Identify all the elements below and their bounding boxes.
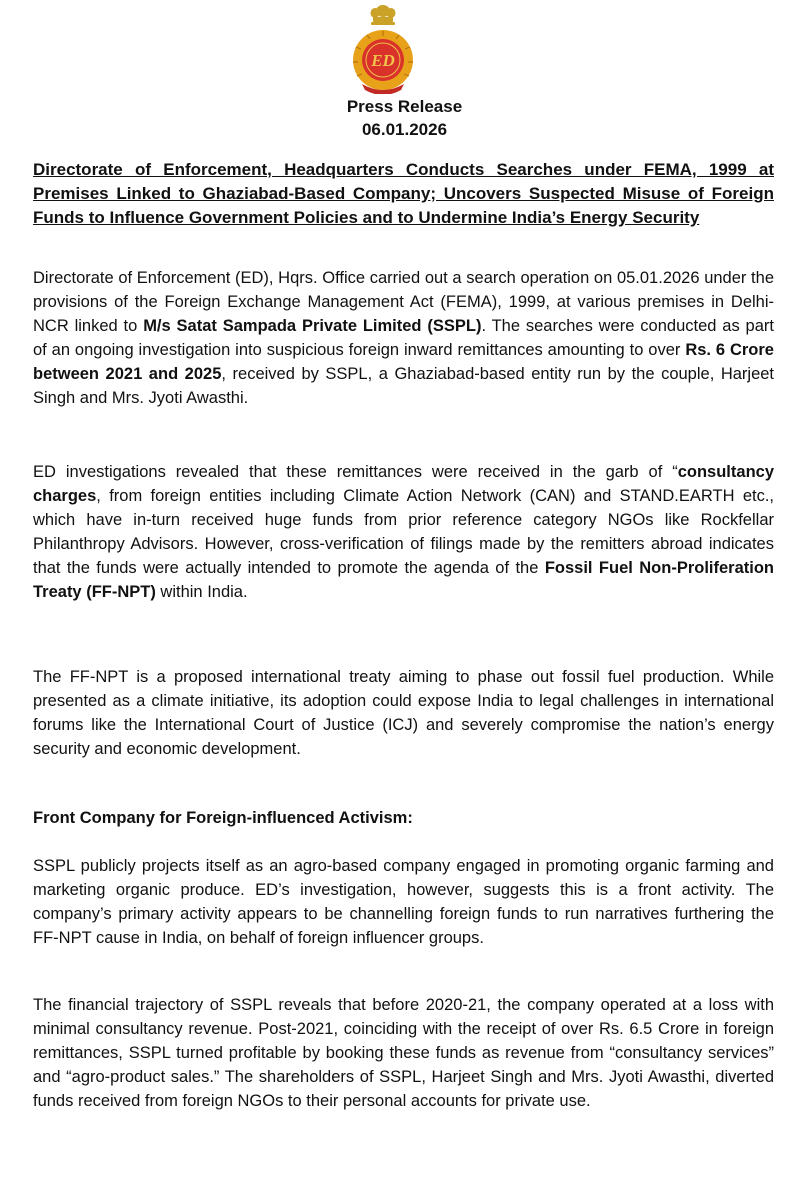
emblem-initials: ED	[371, 51, 395, 70]
company-name: M/s Satat Sampada Private Limited (SSPL)	[143, 317, 482, 335]
press-release-title: Directorate of Enforcement, Headquarters Conducts Searches under FEMA, 1999 at Premises Linked to Ghaziabad-Based Company; Uncovers Suspected Misuse of Foreign Funds to Influence Government Policies and to Undermine India’s Energy Security	[33, 160, 774, 227]
paragraph-financial-trajectory: The financial trajectory of SSPL reveals that before 2020-21, the company operated at a loss with minimal consultancy revenue. Post-2021, coinciding with the receipt of over Rs. 6.5 Crore in foreign remittances, SSPL turned profitable by booking these funds as revenue from “consultancy services” and “agro-product sales.” The shareholders of SSPL, Harjeet Singh and Mrs. Jyoti Awasthi, diverted funds received from foreign NGOs to their personal accounts for private use.	[33, 996, 774, 1110]
paragraph-ff-npt-description: The FF-NPT is a proposed international treaty aiming to phase out fossil fuel production. While presented as a climate initiative, its adoption could expose India to legal challenges in international forums like the International Court of Justice (ICJ) and severely compromise the nation’s energy security and economic development.	[33, 668, 774, 758]
press-release-date: 06.01.2026	[361, 120, 448, 139]
enforcement-emblem-icon	[344, 2, 422, 94]
paragraph-search-operation: Directorate of Enforcement (ED), Hqrs. Office carried out a search operation on 05.01.2026 under the provisions of the Foreign Exchange Management Act (FEMA), 1999, at various premises in Delhi-NCR linked to M/s Satat Sampada Private Limited (SSPL). The searches were conducted as part of an ongoing investigation into suspicious foreign inward remittances amounting to over Rs. 6 Crore between 2021 and 2025, received by SSPL, a Ghaziabad-based entity run by the couple, Harjeet Singh and Mrs. Jyoti Awasthi.	[33, 269, 775, 407]
consultancy-charges-term: consultancy charges	[33, 463, 774, 505]
section-heading-front-company: Front Company for Foreign-influenced Activism:	[33, 809, 413, 827]
paragraph-investigation-findings: ED investigations revealed that these remittances were received in the garb of “consultancy charges, from foreign entities including Climate Action Network (CAN) and STAND.EARTH etc., which have in-turn received huge funds from prior reference category NGOs like Rockfellar Philanthropy Advisors. However, cross-verification of filings made by the remitters abroad indicates that the funds were actually intended to promote the agenda of the Fossil Fuel Non-Proliferation Treaty (FF-NPT) within India.	[33, 463, 775, 601]
paragraph-front-company: SSPL publicly projects itself as an agro-based company engaged in promoting organic farming and marketing organic produce. ED’s investigation, however, suggests this is a front activity. The company’s primary activity appears to be channelling foreign funds to run narratives furthering the FF-NPT cause in India, on behalf of foreign influencer groups.	[33, 857, 774, 947]
press-release-label: Press Release	[346, 97, 463, 116]
remittance-amount: Rs. 6 Crore between 2021 and 2025	[33, 341, 774, 383]
ff-npt-term: Fossil Fuel Non-Proliferation Treaty (FF-NPT)	[33, 559, 775, 601]
